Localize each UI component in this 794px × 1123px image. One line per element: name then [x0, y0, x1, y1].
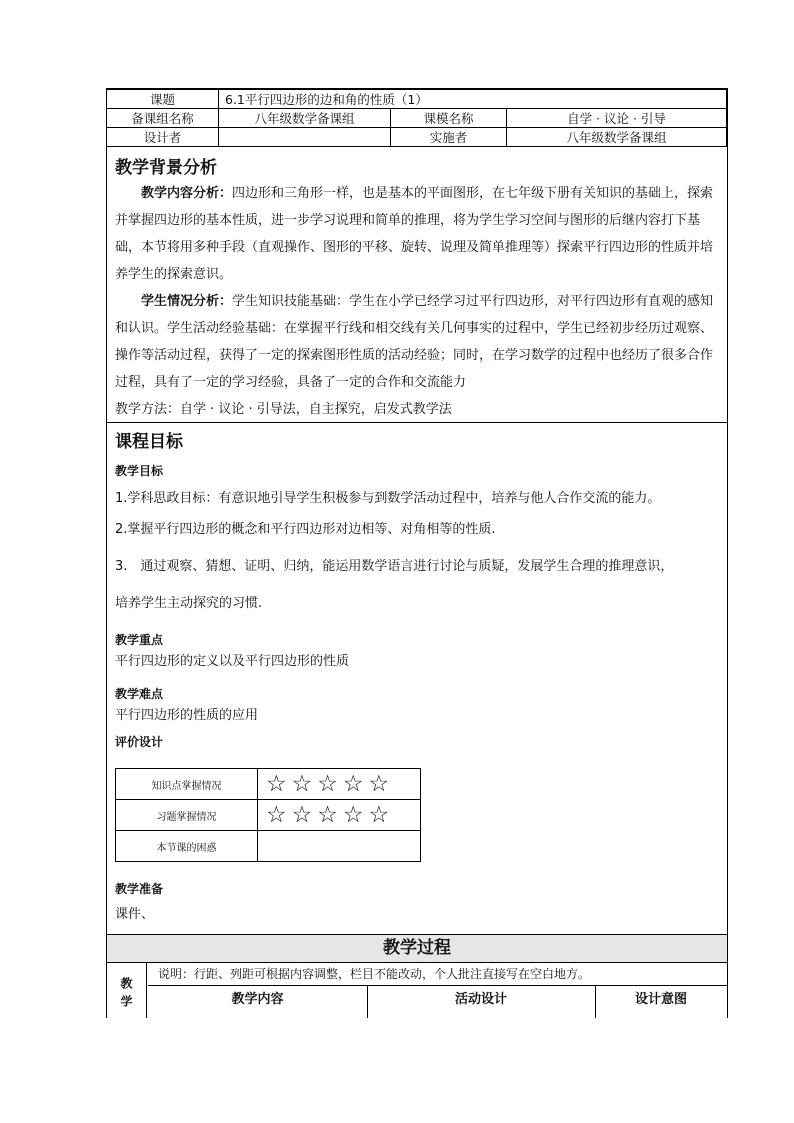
background-title: 教学背景分析: [115, 158, 217, 178]
implementer-label: 实施者: [391, 128, 507, 147]
star-rating[interactable]: ☆☆☆☆☆: [258, 769, 421, 800]
evaluation-heading: 评价设计: [115, 735, 164, 749]
student-analysis-label: 学生情况分析：: [141, 294, 233, 309]
evaluation-label: 习题掌握情况: [116, 800, 258, 831]
preparation-text: 课件、: [115, 907, 155, 922]
preparation-heading: 教学准备: [115, 882, 164, 896]
lesson-plan-page: [106, 88, 728, 1018]
header-table: [106, 89, 727, 147]
topic-label: 课题: [107, 90, 219, 109]
star-rating[interactable]: ☆☆☆☆☆: [258, 800, 421, 831]
evaluation-row: [116, 769, 421, 800]
key-heading: 教学重点: [115, 633, 164, 647]
goal-3: 3. 通过观察、猜想、证明、归纳，能运用数学语言进行讨论与质疑，发展学生合理的推理意识，: [115, 559, 674, 574]
group-name-label: 备课组名称: [107, 109, 219, 128]
designer-value: [219, 128, 391, 147]
key-text: 平行四边形的定义以及平行四边形的性质: [115, 654, 350, 669]
process-columns: [148, 986, 727, 1018]
goals-title: 课程目标: [115, 432, 183, 452]
process-title: 教学过程: [107, 935, 727, 963]
goal-2: 2.掌握平行四边形的概念和平行四边形对边相等、对角相等的性质.: [115, 522, 496, 537]
topic-value: 6.1平行四边形的边和角的性质（1）: [219, 90, 727, 109]
teaching-method: 教学方法：自学 · 议论 · 引导法，自主探究，启发式教学法: [115, 402, 452, 417]
column-teaching-content: 教学内容: [148, 986, 368, 1018]
content-analysis: [115, 180, 719, 288]
column-design-intent: 设计意图: [634, 992, 687, 1007]
evaluation-row: [116, 831, 421, 862]
designer-label: 设计者: [107, 128, 219, 147]
student-analysis: [115, 288, 719, 396]
difficulty-heading: 教学难点: [115, 687, 164, 701]
evaluation-table: [115, 768, 421, 862]
implementer-value: 八年级数学备课组: [507, 128, 727, 147]
confusion-field[interactable]: [258, 831, 421, 862]
content-analysis-label: 教学内容分析：: [141, 186, 233, 201]
process-table: [107, 963, 727, 1018]
mode-name-value: 自学 · 议论 · 引导: [507, 109, 727, 128]
content-analysis-text: 四边形和三角形一样，也是基本的平面图形，在七年级下册有关知识的基础上，探索并掌握四边形的基本性质，进一步学习说理和简单的推理，将为学生学习空间与图形的后继内容打下基础，本节将用多种手段（直观操作、图形的平移、旋转、说理及简单推理等）探索平行四边形的性质并培养学生的探索意识。: [115, 186, 714, 282]
evaluation-label: 知识点掌握情况: [116, 769, 258, 800]
difficulty-text: 平行四边形的性质的应用: [115, 708, 259, 723]
process-note: 说明：行距、列距可根据内容调整，栏目不能改动，个人批注直接写在空白地方。: [148, 963, 727, 986]
goal-heading: 教学目标: [115, 464, 164, 478]
background-section: [107, 147, 727, 423]
student-analysis-text: 学生知识技能基础：学生在小学已经学习过平行四边形，对平行四边形有直观的感知和认识。学生活动经验基础：在掌握平行线和相交线有关几何事实的过程中，学生已经初步经历过观察、操作等活动过程，获得了一定的探索图形性质的活动经验；同时，在学习数学的过程中也经历了很多合作过程，具有了一定的学习经验，具备了一定的合作和交流能力: [115, 294, 714, 390]
goals-section: [107, 423, 727, 935]
group-name-value: 八年级数学备课组: [219, 109, 391, 128]
process-side-label: 教学: [107, 963, 147, 1018]
mode-name-label: 课模名称: [391, 109, 507, 128]
column-activity-design: 活动设计: [367, 986, 596, 1018]
goal-1: 1.学科思政目标：有意识地引导学生积极参与到数学活动过程中，培养与他人合作交流的能力。: [115, 491, 661, 506]
goal-3-cont: 培养学生主动探究的习惯.: [115, 596, 263, 611]
evaluation-label: 本节课的困惑: [116, 831, 258, 862]
evaluation-row: [116, 800, 421, 831]
